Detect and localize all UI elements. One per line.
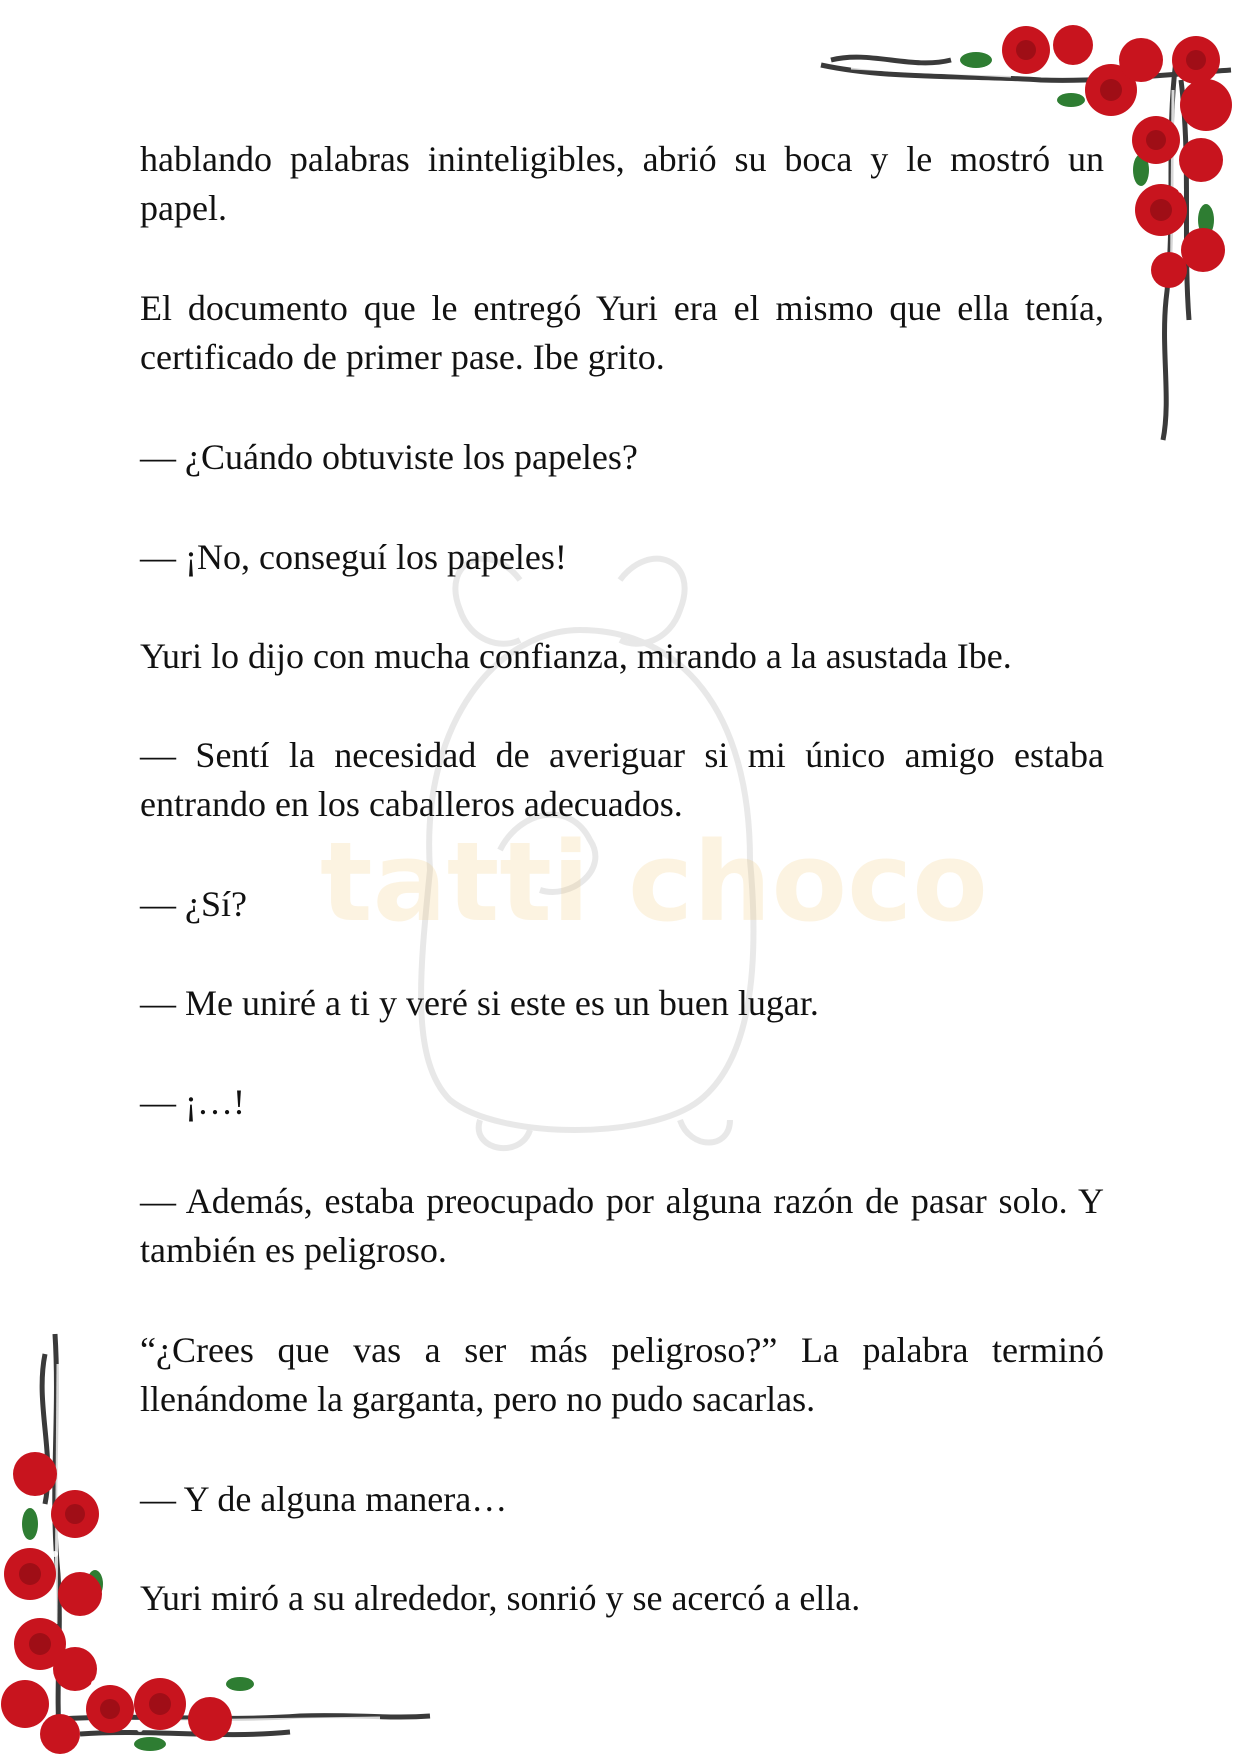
paragraph: “¿Crees que vas a ser más peligroso?” La palabra terminó llenándome la garganta, pero no pudo sacarlas.: [140, 1330, 1104, 1419]
dialogue-line: — ¿Cuándo obtuviste los papeles?: [140, 437, 638, 477]
rose-corner-top-right-icon: [811, 20, 1241, 460]
dialogue-line: — ¡…!: [140, 1082, 245, 1122]
dialogue-line: — ¡No, conseguí los papeles!: [140, 537, 567, 577]
dialogue-line: — Además, estaba preocupado por alguna razón de pasar solo. Y también es peligroso.: [140, 1181, 1104, 1270]
paragraph: hablando palabras ininteligibles, abrió su boca y le mostró un papel.: [140, 139, 1104, 228]
watermark-text: tatti choco: [320, 818, 988, 946]
paragraph: Yuri lo dijo con mucha confianza, mirando a la asustada Ibe.: [140, 636, 1012, 676]
paragraph: Yuri miró a su alrededor, sonrió y se acercó a ella.: [140, 1578, 861, 1618]
dialogue-line: — Y de alguna manera…: [140, 1479, 508, 1519]
dialogue-line: — Me uniré a ti y veré si este es un buen lugar.: [140, 983, 819, 1023]
dialogue-line: — Sentí la necesidad de averiguar si mi único amigo estaba entrando en los caballeros adecuados.: [140, 735, 1104, 824]
dialogue-line: — ¿Sí?: [140, 884, 247, 924]
paragraph: El documento que le entregó Yuri era el mismo que ella tenía, certificado de primer pase. Ibe grito.: [140, 288, 1104, 377]
